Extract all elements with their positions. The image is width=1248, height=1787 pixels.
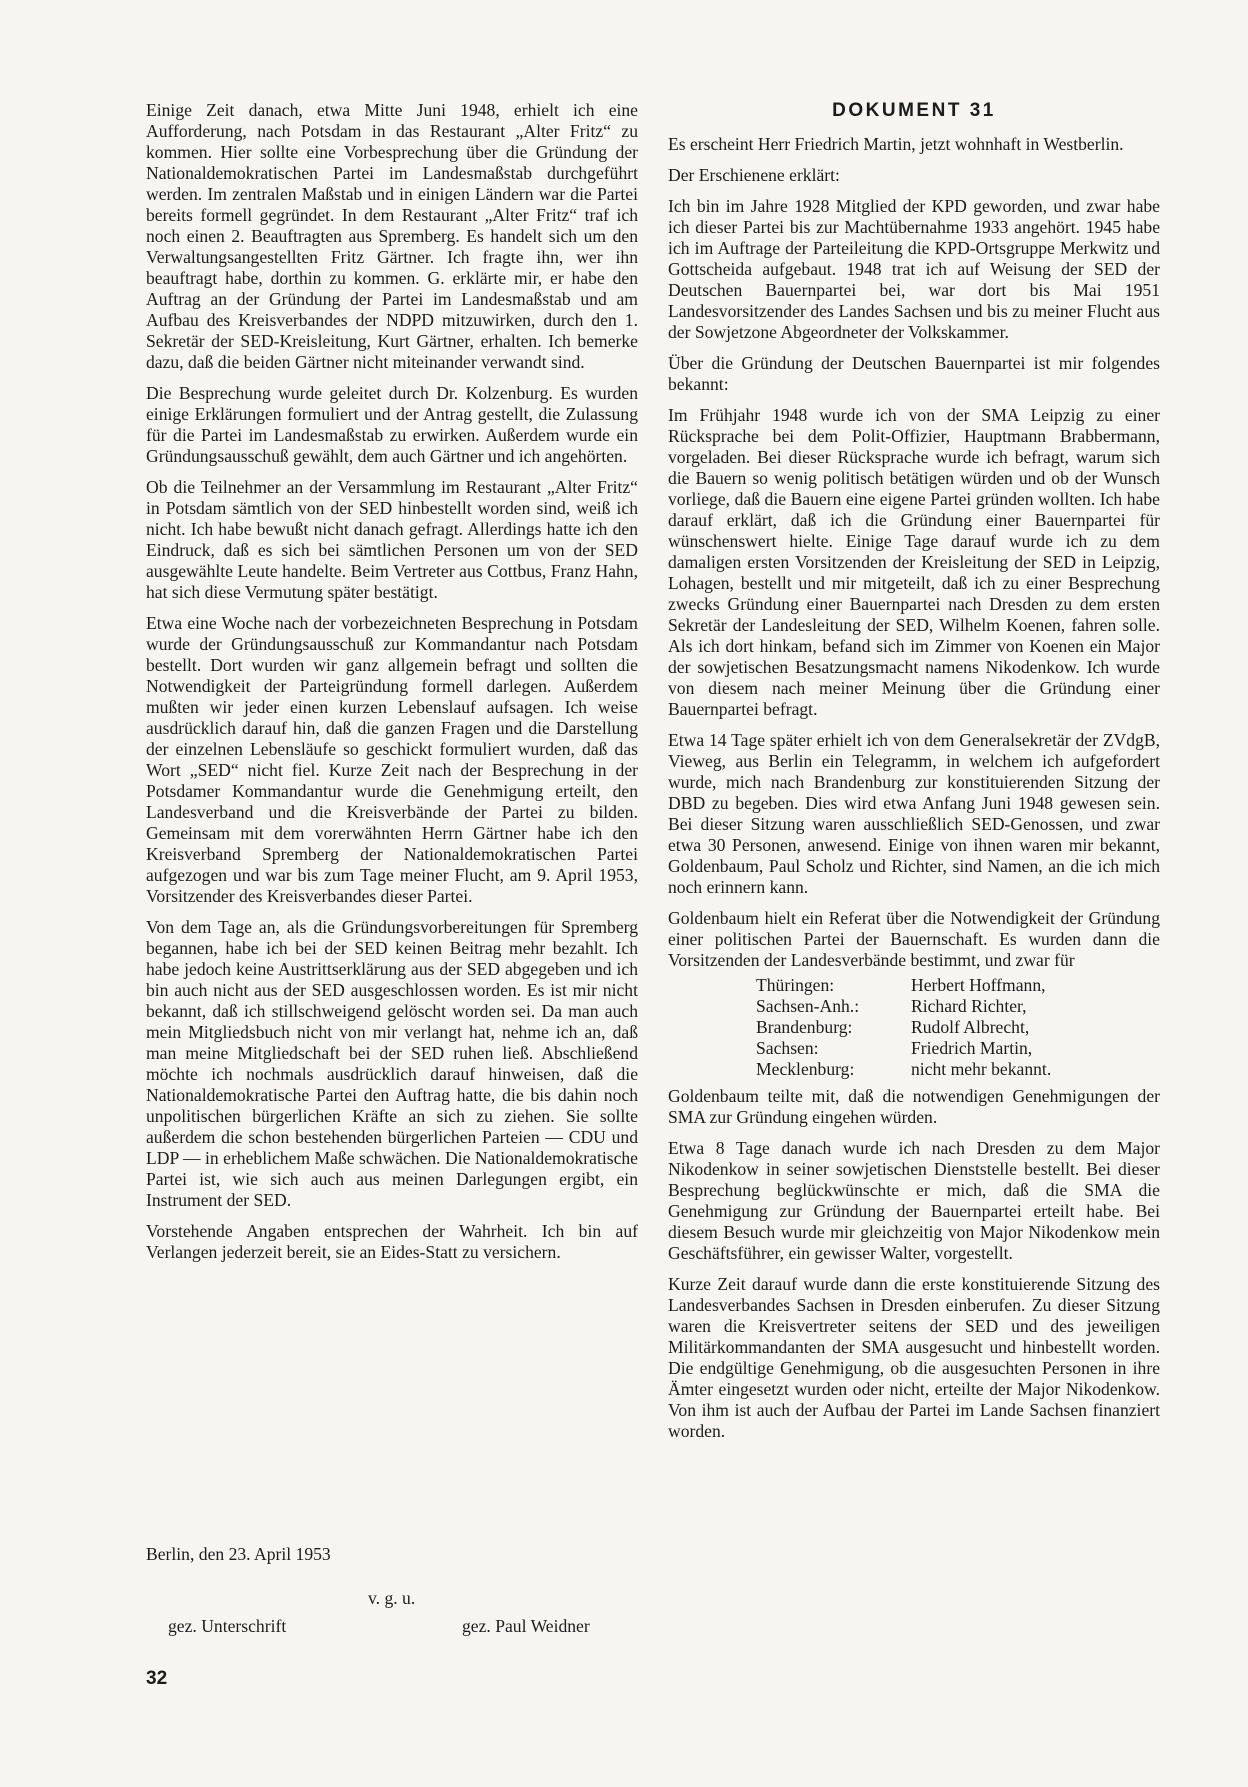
state-cell: Mecklenburg: (756, 1059, 855, 1079)
state-cell: Brandenburg: (756, 1017, 853, 1037)
right-paragraph-1: Es erscheint Herr Friedrich Martin, jetzt wohnhaft in Westberlin. (668, 134, 1124, 154)
left-paragraph-3: Ob die Teilnehmer an der Versammlung im Restaurant „Alter Fritz“ in Potsdam sämtlich von der SED hinbestellt worden sind, weiß ich nicht. Ich habe bewußt nicht danach gefragt. Allerdings hatte ich den Eindruck, daß es sich bei sämtlichen Personen um von der SED ausgewählte Leute handelte. Beim Vertreter aus Cottbus, Franz Hahn, hat sich diese Vermutung später bestätigt. (146, 477, 638, 602)
right-paragraph-9: Etwa 8 Tage danach wurde ich nach Dresden zu dem Major Nikodenkow in seiner sowjetischen Dienststelle bestellt. Bei dieser Besprechung beglückwünschte er mich, daß die SMA die Genehmigung zur Gründung der Bauernpartei erteilt habe. Bei diesem Besuch wurde mir gleichzeitig von Major Nikodenkow mein Geschäftsführer, ein gewisser Walter, vorgestellt. (668, 1138, 1160, 1263)
left-column (146, 100, 638, 1273)
right-column (668, 100, 1160, 1452)
state-cell: Sachsen-Anh.: (756, 996, 860, 1016)
left-paragraph-1: Einige Zeit danach, etwa Mitte Juni 1948, erhielt ich eine Aufforderung, nach Potsdam in das Restaurant „Alter Fritz“ zu kommen. Hier sollte eine Vorbesprechung über die Gründung der Nationaldemokratischen Partei im Landesmaßstab durchgeführt werden. Im zentralen Maßstab und in einigen Ländern war die Partei bereits formell gegründet. In dem Restaurant „Alter Fritz“ traf ich noch einen 2. Beauftragten aus Spremberg. Es handelt sich um den Verwaltungsangestellten Fritz Gärtner. Ich fragte ihn, wer ihn beauftragt habe, dorthin zu kommen. G. erklärte mir, er habe den Auftrag an der Gründung der Partei im Landesmaßstab und am Aufbau des Kreisverbandes der NDPD mitzuwirken, durch den 1. Sekretär der SED-Kreisleitung, Kurt Gärtner, erhalten. Ich bemerke dazu, daß die beiden Gärtner nicht miteinander verwandt sind. (146, 100, 638, 372)
right-paragraph-5: Im Frühjahr 1948 wurde ich von der SMA Leipzig zu einer Rücksprache bei dem Polit-Offizier, Hauptmann Brabbermann, vorgeladen. Bei dieser Rücksprache wurde ich befragt, warum sich die Bauern so wenig politisch betätigen würden und ob der Wunsch vorliege, daß die Bauern eine eigene Partei gründen wollten. Ich habe darauf erklärt, daß ich die Gründung einer Bauernpartei für wünschenswert hielte. Einige Tage darauf wurde ich zu dem damaligen ersten Vorsitzenden der Kreisleitung der SED in Leipzig, Lohagen, bestellt und mir mitgeteilt, daß ich zu einer Besprechung zwecks Gründung einer Bauernpartei nach Dresden zu dem ersten Sekretär der Landesleitung der SED, Wilhelm Koenen, fahren solle. Als ich dort hinkam, befand sich im Zimmer von Koenen ein Major der sowjetischen Besatzungsmacht namens Nikodenkow. Ich wurde von diesem nach meiner Meinung über die Gründung einer Bauernpartei befragt. (668, 405, 1160, 719)
signature-left: gez. Unterschrift (168, 1616, 287, 1636)
left-paragraph-2: Die Besprechung wurde geleitet durch Dr. Kolzenburg. Es wurden einige Erklärungen formuliert und der Antrag gestellt, die Zulassung für die Partei im Landesmaßstab zu erwirken. Außerdem wurde ein Gründungsausschuß gewählt, dem auch Gärtner und ich angehörten. (146, 383, 638, 466)
table-row (756, 996, 1051, 1017)
left-paragraph-6: Vorstehende Angaben entsprechen der Wahrheit. Ich bin auf Verlangen jederzeit bereit, sie an Eides-Statt zu versichern. (146, 1221, 638, 1262)
name-cell: Friedrich Martin, (911, 1038, 1033, 1058)
vgu-note: v. g. u. (368, 1588, 416, 1608)
right-paragraph-2: Der Erschienene erklärt: (668, 165, 840, 185)
page-number: 32 (146, 1668, 168, 1689)
name-cell: Rudolf Albrecht, (911, 1017, 1030, 1037)
name-cell: Richard Richter, (911, 996, 1027, 1016)
state-cell: Thüringen: (756, 975, 835, 995)
table-row (756, 1017, 1051, 1038)
right-paragraph-7: Goldenbaum hielt ein Referat über die Notwendigkeit der Gründung einer politischen Partei der Bauernschaft. Es wurden dann die Vorsitzenden der Landesverbände bestimmt, und zwar für (668, 908, 1160, 970)
table-row (756, 975, 1051, 996)
right-paragraph-10: Kurze Zeit darauf wurde dann die erste konstituierende Sitzung des Landesverbandes Sachsen in Dresden einberufen. Zu dieser Sitzung waren die Kreisvertreter seitens der SED und des jeweiligen Militärkommandanten der SMA ausgesucht und hinbestellt worden. Die endgültige Genehmigung, ob die ausgesuchten Personen in ihre Ämter eingesetzt wurden oder nicht, erteilte der Major Nikodenkow. Von ihm ist auch der Aufbau der Partei im Lande Sachsen finanziert worden. (668, 1274, 1160, 1441)
name-cell: Herbert Hoffmann, (911, 975, 1046, 995)
table-row (756, 1038, 1051, 1059)
right-paragraph-4: Über die Gründung der Deutschen Bauernpartei ist mir folgendes bekannt: (668, 353, 1160, 394)
right-paragraph-6: Etwa 14 Tage später erhielt ich von dem Generalsekretär der ZVdgB, Vieweg, aus Berlin ein Telegramm, in welchem ich aufgefordert wurde, mich nach Brandenburg zur konstituierenden Sitzung der DBD zu begeben. Dies wird etwa Anfang Juni 1948 gewesen sein. Bei dieser Sitzung waren ausschließlich SED-Genossen, und zwar etwa 30 Personen, anwesend. Einige von ihnen waren mir bekannt, Goldenbaum, Paul Scholz und Richter, sind Namen, an die ich mich noch erinnern kann. (668, 730, 1160, 897)
document-title: DOKUMENT 31 (832, 100, 996, 121)
chairmen-table (756, 975, 1051, 1080)
right-paragraph-8: Goldenbaum teilte mit, daß die notwendigen Genehmigungen der SMA zur Gründung eingehen würden. (668, 1086, 1160, 1127)
state-cell: Sachsen: (756, 1038, 819, 1058)
left-paragraph-4: Etwa eine Woche nach der vorbezeichneten Besprechung in Potsdam wurde der Gründungsausschuß zur Kommandantur nach Potsdam bestellt. Dort wurden wir ganz allgemein befragt und sollten die Notwendigkeit der Parteigründung formell darlegen. Außerdem mußten wir jeder einen kurzen Lebenslauf aufsagen. Ich weise ausdrücklich darauf hin, daß die ganzen Fragen und die Darstellung der einzelnen Lebensläufe so geschickt formuliert wurden, daß das Wort „SED“ nicht fiel. Kurze Zeit nach der Besprechung in der Potsdamer Kommandantur wurde die Genehmigung erteilt, den Landesverband und die Kreisverbände der Partei zu bilden. Gemeinsam mit dem vorerwähnten Herrn Gärtner habe ich den Kreisverband Spremberg der Nationaldemokratischen Partei aufgezogen und war bis zum Tage meiner Flucht, am 9. April 1953, Vorsitzender des Kreisverbandes dieser Partei. (146, 613, 638, 906)
signature-right: gez. Paul Weidner (462, 1616, 590, 1636)
table-row (756, 1059, 1051, 1080)
name-cell: nicht mehr bekannt. (911, 1059, 1052, 1079)
right-paragraph-3: Ich bin im Jahre 1928 Mitglied der KPD geworden, und zwar habe ich dieser Partei bis zur Machtübernahme 1933 angehört. 1945 habe ich im Auftrage der Parteileitung die KPD-Ortsgruppe Merkwitz und Gottscheida aufgebaut. 1948 trat ich auf Weisung der SED der Deutschen Bauernpartei bei, war dort bis Mai 1951 Landesvorsitzender des Landes Sachsen und bis zu meiner Flucht aus der Sowjetzone Abgeordneter der Volkskammer. (668, 196, 1160, 342)
place-date: Berlin, den 23. April 1953 (146, 1544, 331, 1564)
left-paragraph-5: Von dem Tage an, als die Gründungsvorbereitungen für Spremberg begannen, habe ich bei der SED keinen Beitrag mehr bezahlt. Ich habe jedoch keine Austrittserklärung aus der SED abgegeben und ich bin auch nicht aus der SED ausgeschlossen worden. Es ist mir nicht bekannt, daß ich stillschweigend gelöscht worden sei. Da man auch mein Mitgliedsbuch nicht von mir verlangt hat, nehme ich an, daß man meine Mitgliedschaft bei der SED ruhen ließ. Abschließend möchte ich nochmals ausdrücklich darauf hinweisen, daß die Nationaldemokratische Partei den Auftrag hatte, die bis dahin noch unpolitischen bürgerlichen Kräfte an sich zu ziehen. Sie sollte außerdem die schon bestehenden bürgerlichen Parteien — CDU und LDP — in erheblichem Maße schwächen. Die Nationaldemokratische Partei ist, wie sich auch aus meinen Darlegungen ergibt, ein Instrument der SED. (146, 917, 638, 1210)
